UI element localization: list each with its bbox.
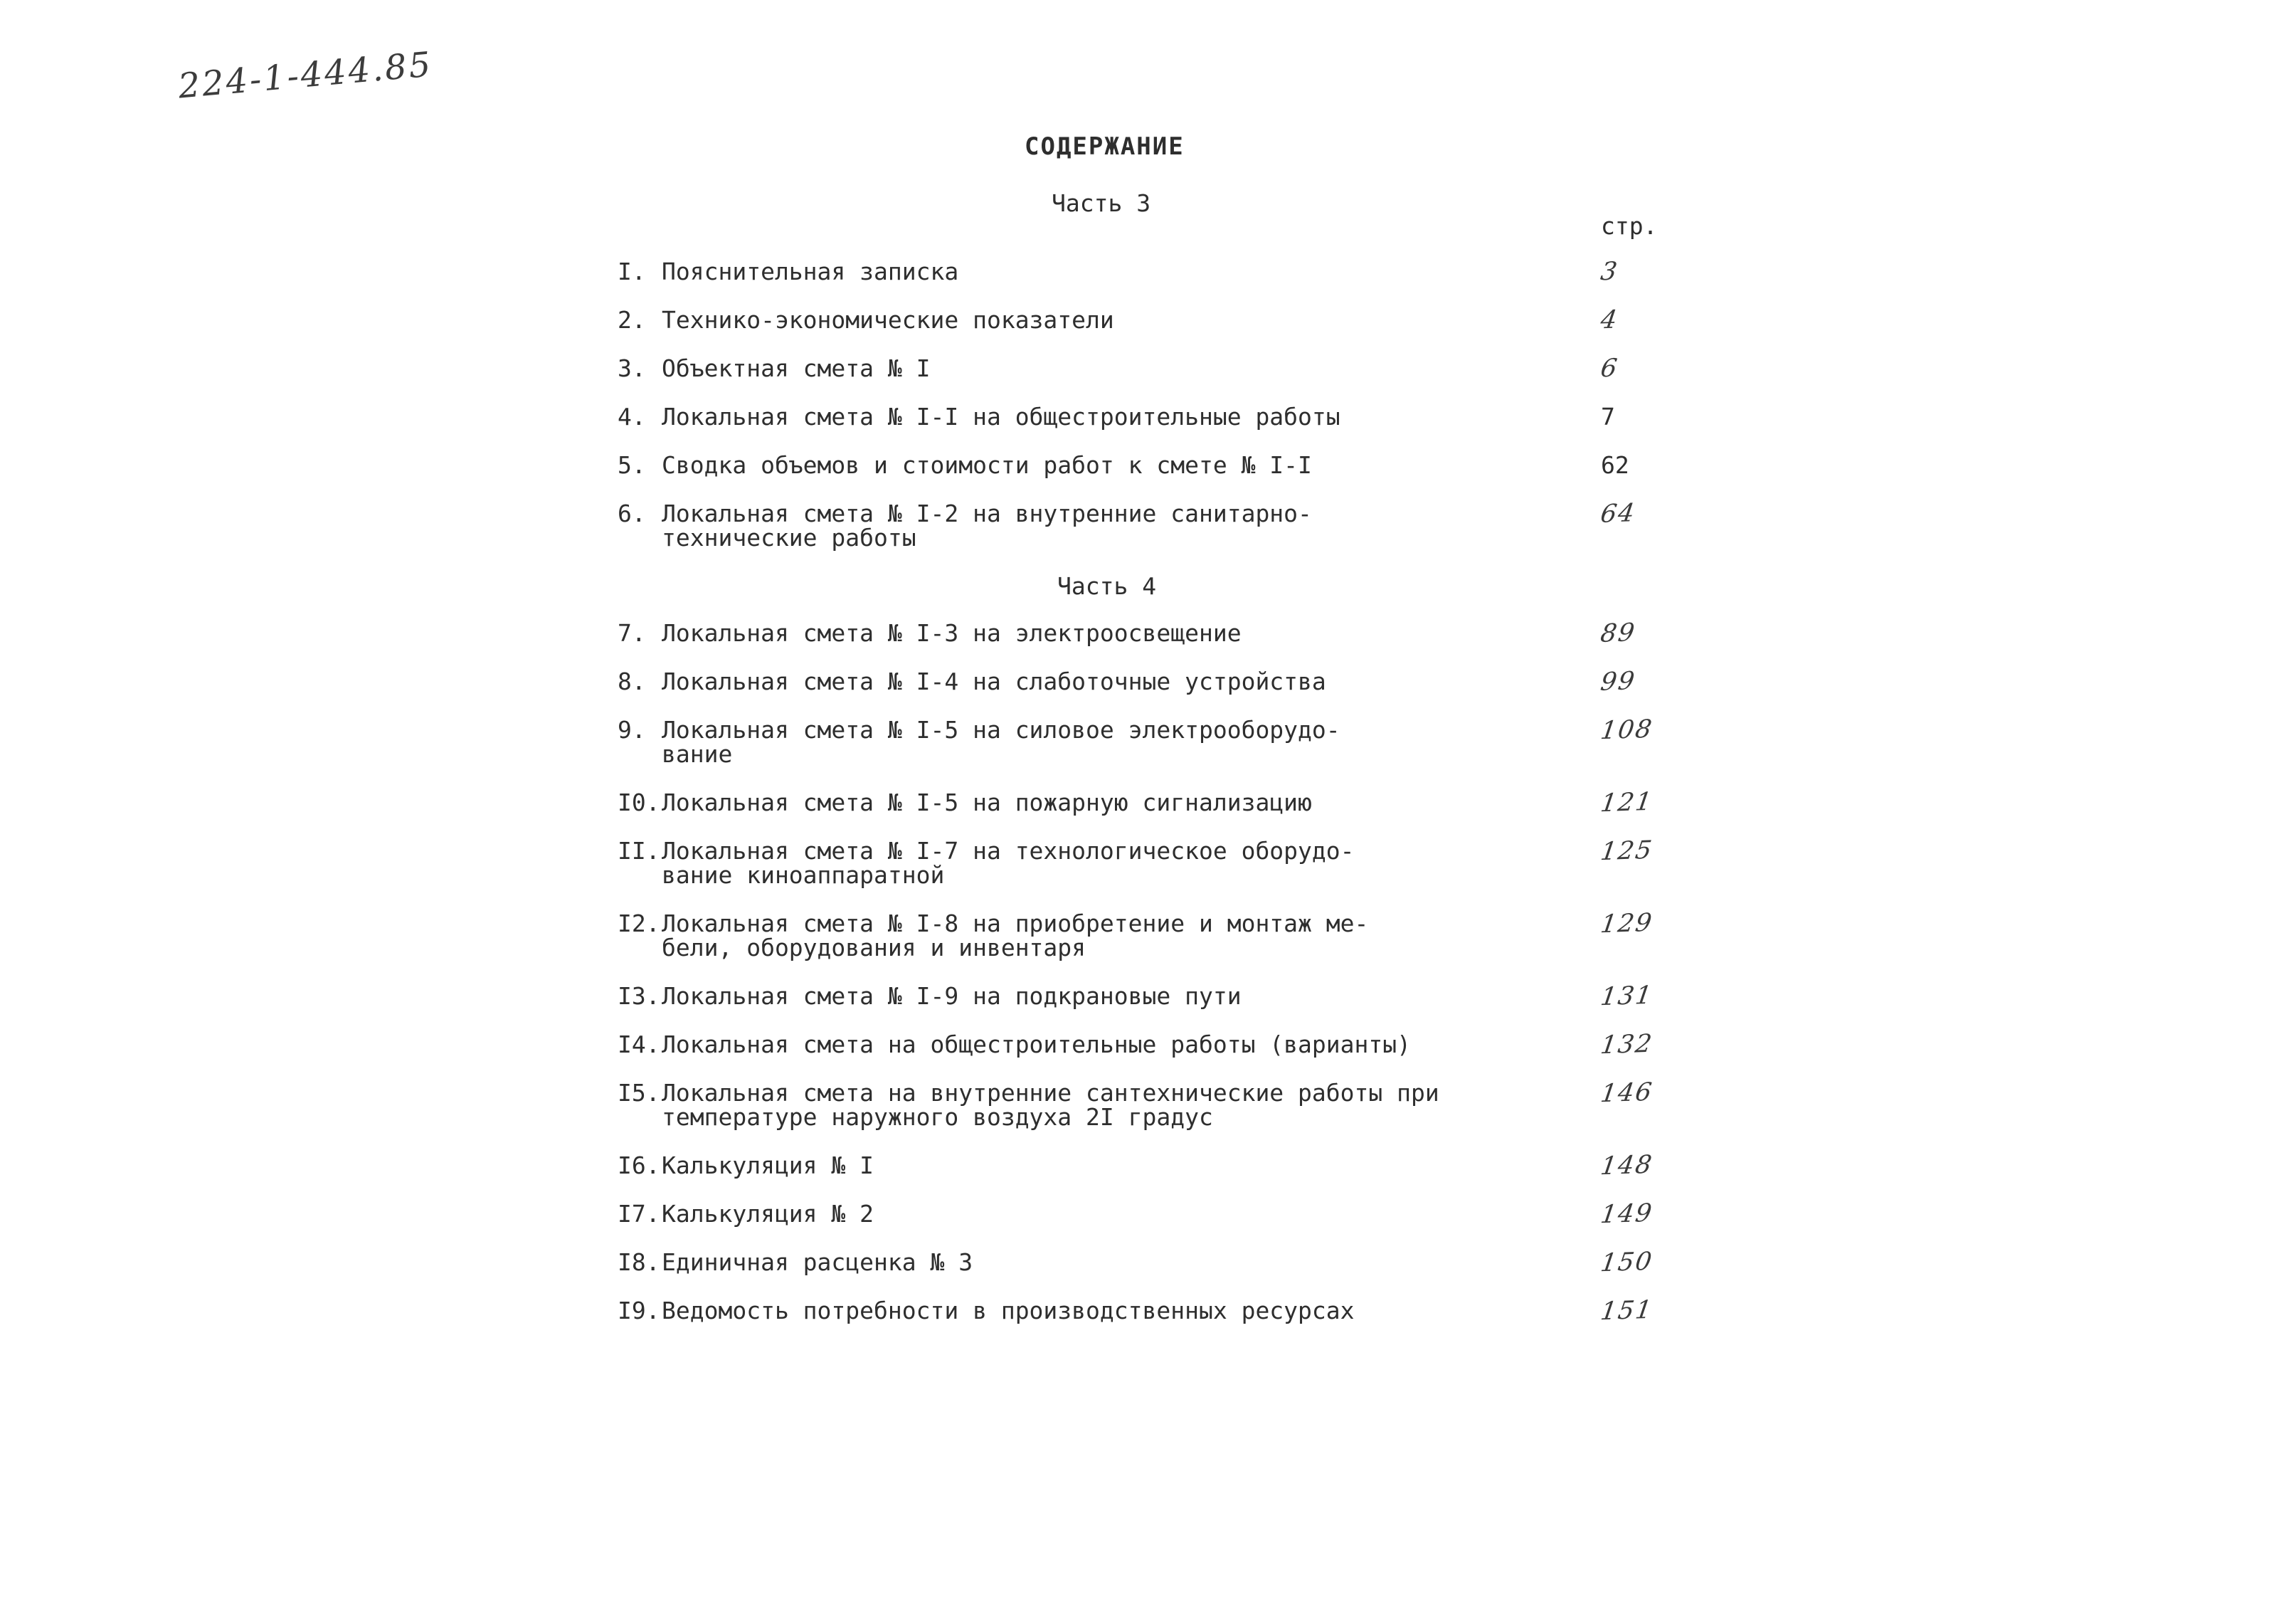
toc-item [618, 908, 1870, 961]
toc-item-page: 146 [1598, 1077, 1655, 1109]
toc-item-page: 6 [1599, 354, 1621, 384]
toc-item-number: 8. [618, 668, 646, 695]
toc-item-page: 121 [1598, 787, 1655, 818]
toc-item-line: Локальная смета № I-3 на электроосвещение [662, 619, 1242, 647]
toc-item [618, 787, 1870, 818]
toc-item [618, 499, 1870, 552]
toc-item-text [662, 1299, 1587, 1323]
toc-item-line: Локальная смета № I-I на общестроительные работы [662, 403, 1340, 431]
toc-item-number: 3. [618, 354, 646, 382]
toc-item-page: 108 [1598, 715, 1655, 746]
toc-item-line: Локальная смета на внутренние сантехнические работы при [662, 1079, 1439, 1107]
toc-item-number: I8. [618, 1248, 660, 1276]
toc-item-page: 131 [1598, 981, 1655, 1012]
toc-item [618, 1247, 1870, 1278]
toc-item-page: 151 [1598, 1295, 1655, 1327]
toc-item-number: 5. [618, 451, 646, 479]
toc-item-text [662, 670, 1587, 694]
toc-item-text [662, 1081, 1587, 1129]
toc-item-text [662, 354, 1587, 382]
toc-item-number: I. [618, 258, 646, 285]
toc-item [618, 1150, 1870, 1181]
toc-item-page: 89 [1599, 618, 1638, 648]
toc-item-number: I4. [618, 1031, 660, 1058]
toc-item-line: Сводка объемов и стоимости работ к смете № I-I [662, 451, 1312, 479]
toc-item-text [662, 1250, 1587, 1275]
toc-item-number: I3. [618, 982, 660, 1010]
toc-item-number: 7. [618, 619, 646, 647]
toc-item-line: Единичная расценка № 3 [662, 1248, 973, 1276]
toc-item-line: вание [662, 740, 733, 768]
toc-item-line: Пояснительная записка [662, 258, 959, 285]
toc-item-line: Локальная смета № I-4 на слаботочные устройства [662, 668, 1326, 695]
page-column-header: стр. [1601, 212, 1658, 240]
toc-item [618, 715, 1870, 768]
toc-item-text [662, 1202, 1587, 1226]
toc-item [618, 836, 1870, 889]
toc-item-number: I9. [618, 1297, 660, 1324]
toc-item-line: Локальная смета № I-7 на технологическое оборудо- [662, 837, 1355, 865]
toc-item [618, 257, 1870, 287]
part-4-heading: Часть 4 [1057, 572, 1157, 600]
toc-item [618, 354, 1870, 384]
toc-item-number: 4. [618, 403, 646, 431]
toc-item-line: бели, оборудования и инвентаря [662, 934, 1086, 961]
toc-item-number: I0. [618, 789, 660, 816]
toc-item-number: I6. [618, 1151, 660, 1179]
toc-item [618, 453, 1870, 478]
toc-item-page: 125 [1598, 836, 1655, 867]
toc-item-line: Локальная смета № I-9 на подкрановые пути [662, 982, 1242, 1010]
part-3-heading: Часть 3 [1052, 189, 1151, 217]
toc-item-text [662, 621, 1587, 645]
toc-item-text [662, 791, 1587, 815]
handwritten-document-number: 224-1-444.85 [176, 44, 435, 107]
toc-item-text [662, 984, 1587, 1008]
toc-item [618, 305, 1870, 335]
toc-item-line: Ведомость потребности в производственных ресурсах [662, 1297, 1355, 1324]
toc-item-text [662, 502, 1587, 550]
toc-item-line: температуре наружного воздуха 2I градус [662, 1103, 1213, 1131]
toc-item-page: 7 [1601, 403, 1615, 431]
toc-item-number: 6. [618, 500, 646, 527]
toc-item-number: 9. [618, 716, 646, 744]
toc-item-text [662, 405, 1587, 429]
toc-item-page: 4 [1599, 305, 1621, 335]
toc-item-line: Локальная смета на общестроительные работы (варианты) [662, 1031, 1411, 1058]
toc-item-line: Калькуляция № 2 [662, 1200, 874, 1228]
toc-item [618, 667, 1870, 697]
toc-item-text [662, 718, 1587, 766]
toc-item-text [662, 308, 1587, 332]
toc-item-line: Калькуляция № I [662, 1151, 874, 1179]
toc-item-number: I5. [618, 1079, 660, 1107]
toc-item-text [662, 839, 1587, 887]
toc-item-text [662, 260, 1587, 284]
toc-item-text [662, 912, 1587, 960]
toc-item-text [662, 1151, 1587, 1179]
toc-item-line: технические работы [662, 524, 916, 552]
table-of-contents [618, 257, 1870, 1347]
toc-item-page: 3 [1599, 257, 1621, 287]
toc-item-line: Локальная смета № I-5 на силовое электрооборудо- [662, 716, 1340, 744]
toc-item-number: I2. [618, 910, 660, 937]
toc-item [618, 981, 1870, 1012]
toc-item-number: 2. [618, 306, 646, 334]
toc-item-page: 99 [1599, 667, 1638, 697]
toc-item [618, 618, 1870, 648]
toc-item [618, 1295, 1870, 1327]
toc-item-line: Локальная смета № I-2 на внутренние санитарно- [662, 500, 1312, 527]
toc-item-number: I7. [618, 1200, 660, 1228]
toc-item-line: вание киноаппаратной [662, 861, 945, 889]
toc-item [618, 1077, 1870, 1131]
toc-item-line: Технико-экономические показатели [662, 306, 1114, 334]
toc-item-page: 64 [1599, 499, 1638, 529]
toc-item-page: 148 [1598, 1150, 1655, 1181]
toc-item-line: Объектная смета № I [662, 354, 931, 382]
toc-item-text [662, 1033, 1587, 1057]
toc-item-text [662, 453, 1587, 478]
toc-item [618, 1198, 1870, 1230]
page-title: СОДЕРЖАНИЕ [1025, 132, 1185, 161]
toc-item-page: 150 [1598, 1247, 1655, 1278]
toc-item [618, 1029, 1870, 1060]
toc-item-page: 62 [1601, 451, 1629, 479]
toc-item-number: II. [618, 837, 660, 865]
toc-item-page: 132 [1598, 1029, 1655, 1060]
toc-item-line: Локальная смета № I-8 на приобретение и монтаж ме- [662, 910, 1369, 937]
toc-item [618, 405, 1870, 429]
toc-item-page: 149 [1598, 1198, 1655, 1230]
toc-item-line: Локальная смета № I-5 на пожарную сигнализацию [662, 789, 1312, 816]
toc-item-page: 129 [1598, 908, 1655, 939]
